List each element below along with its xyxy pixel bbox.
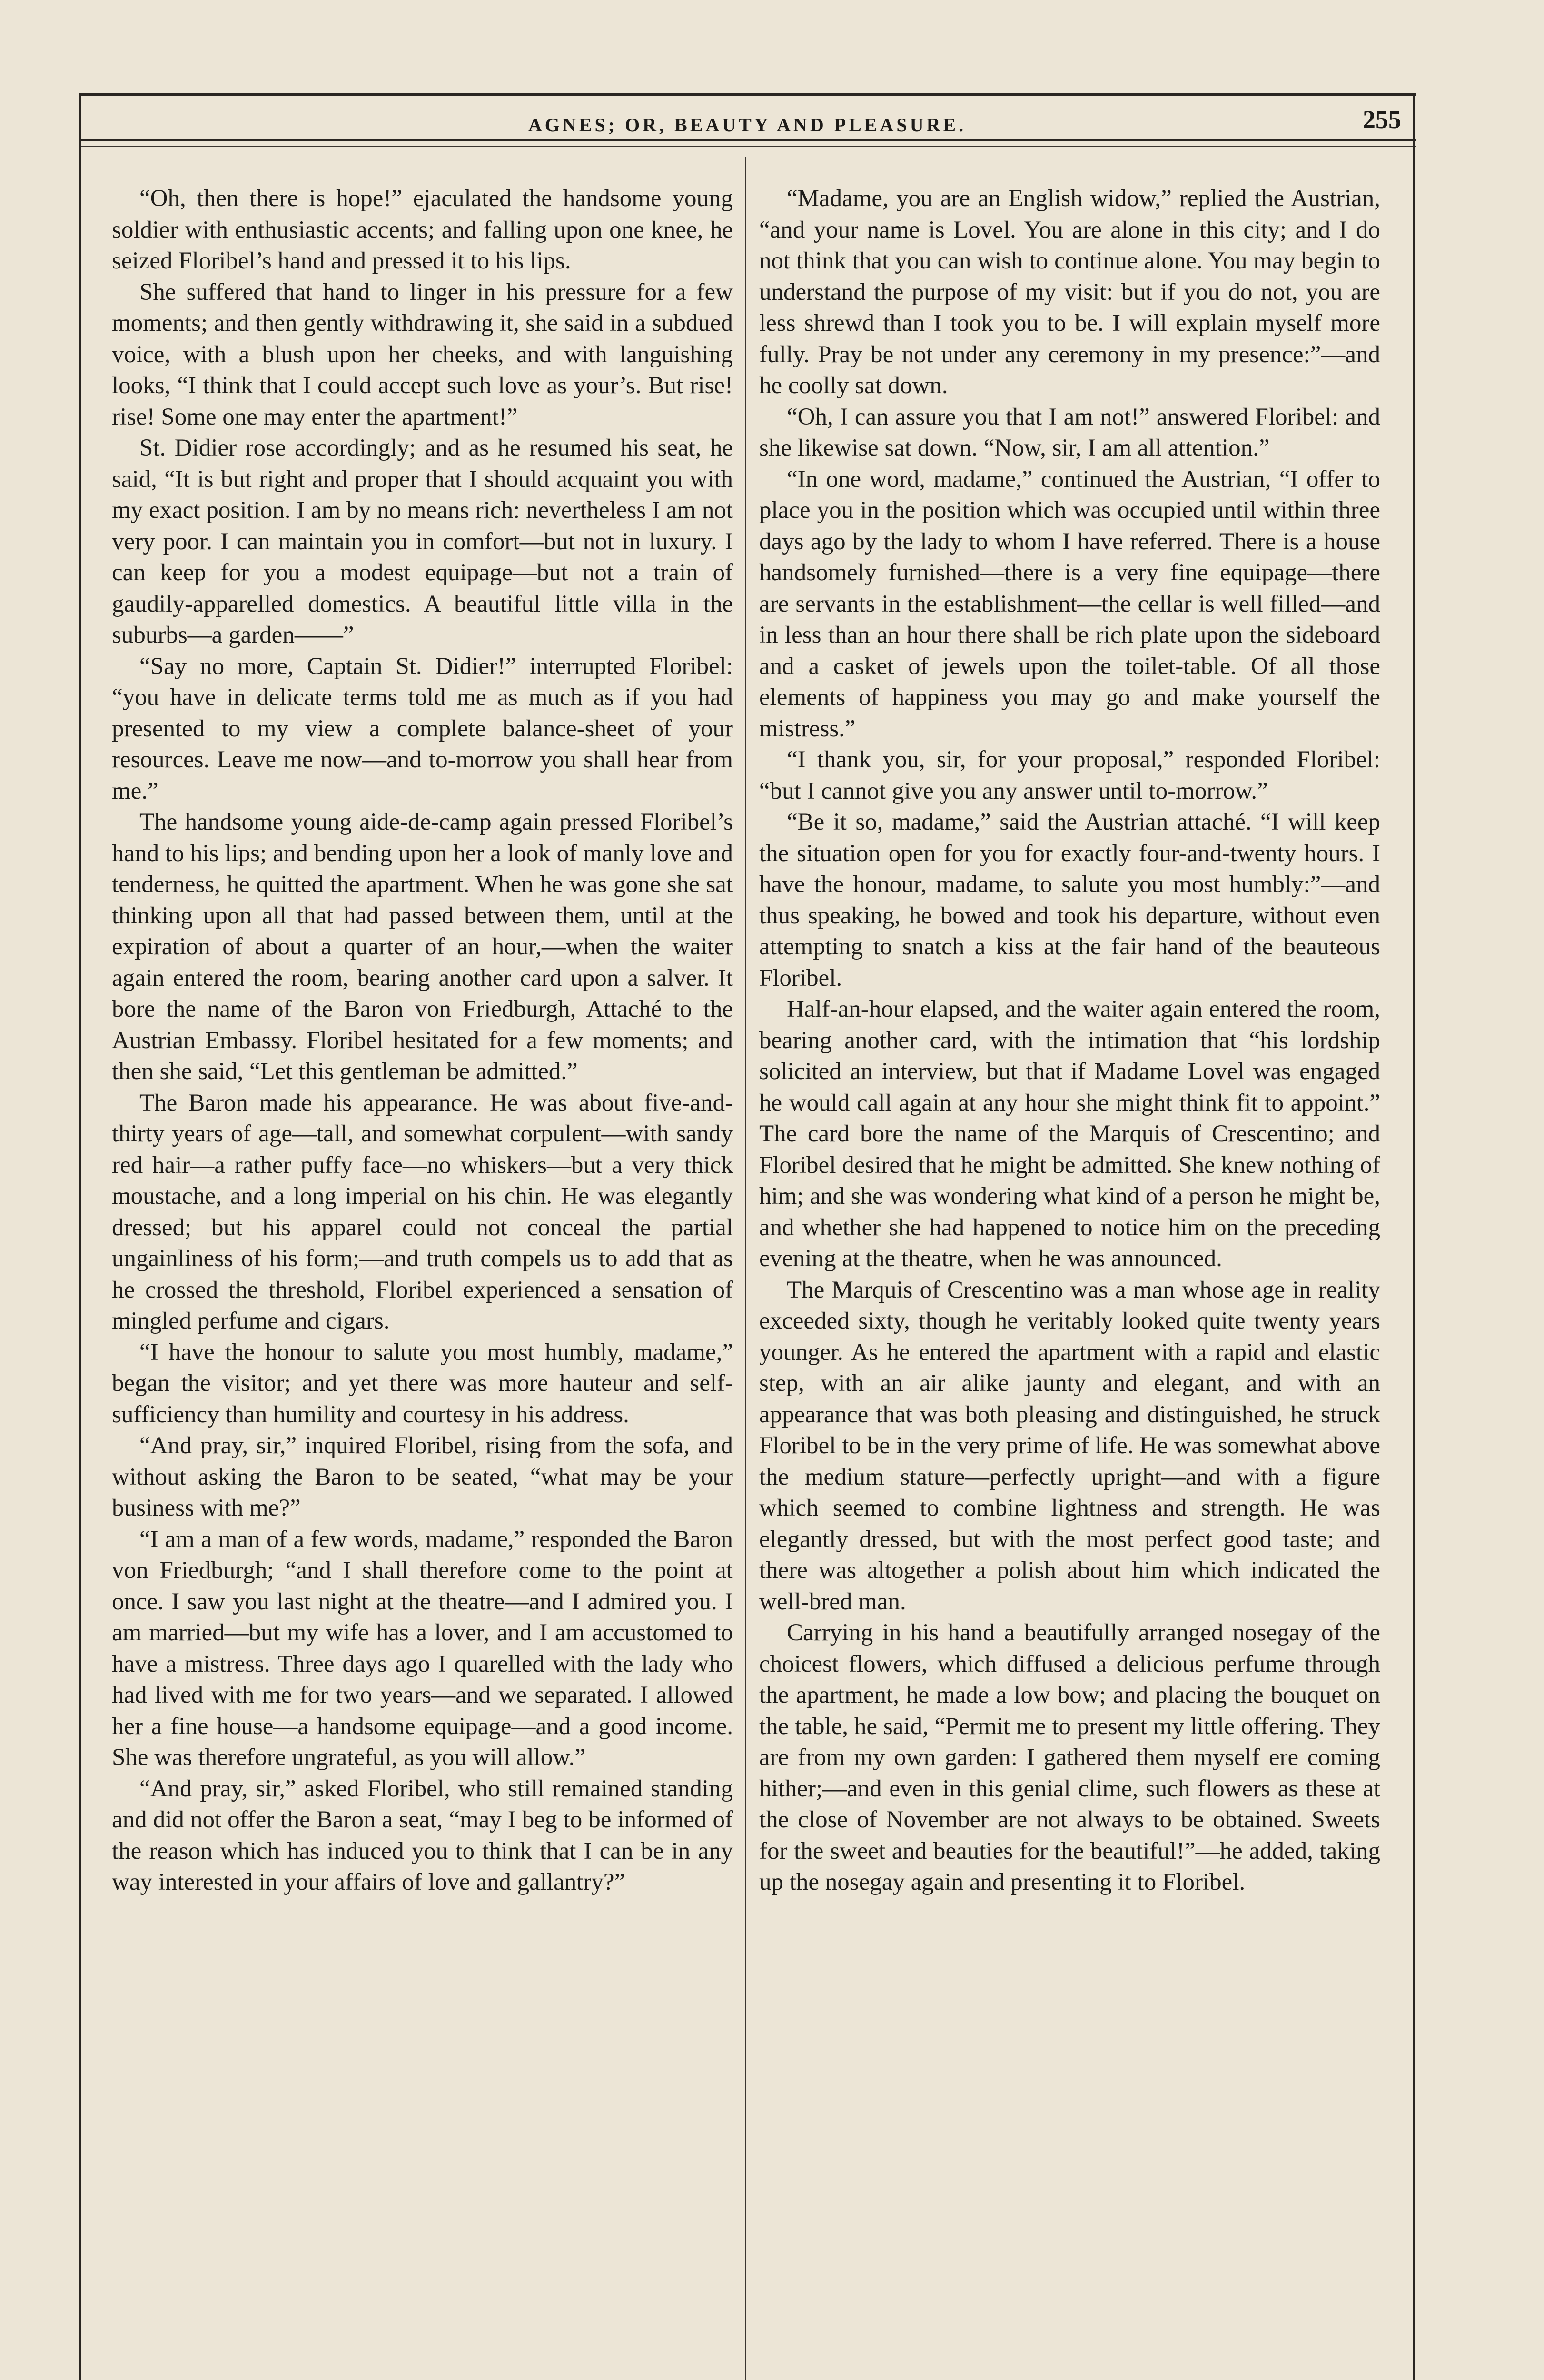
paragraph: The Baron made his appearance. He was about five-and-thirty years of age—tall, and somewhat corpulent—with sandy red hair—a rather puffy face—no whiskers—but a very thick moustache, and a long imperial on his chin. He was elegantly dressed; but his apparel could not conceal the partial ungainliness of his form;—and truth compels us to add that as he crossed the threshold, Floribel experienced a sensation of mingled perfume and cigars. xyxy=(112,1089,733,1334)
paragraph: “And pray, sir,” inquired Floribel, rising from the sofa, and without asking the Baron to be seated, “what may be your business with me?” xyxy=(112,1432,733,1521)
paragraph: “I thank you, sir, for your proposal,” responded Floribel: “but I cannot give you any answer until to-morrow.” xyxy=(759,746,1380,804)
left-column xyxy=(112,183,733,1898)
paragraph: “I have the honour to salute you most humbly, madame,” began the visitor; and yet there was more hauteur and self-sufficiency than humility and courtesy in his address. xyxy=(112,1339,733,1428)
paragraph: The handsome young aide-de-camp again pressed Floribel’s hand to his lips; and bending upon her a look of manly love and tenderness, he quitted the apartment. When he was gone she sat thinking upon all that had passed between them, until at the expiration of about a quarter of an hour,—when the waiter again entered the room, bearing another card upon a salver. It bore the name of the Baron von Friedburgh, Attaché to the Austrian Embassy. Floribel hesitated for a few moments; and then she said, “Let this gentleman be admitted.” xyxy=(112,809,733,1085)
page-number: 255 xyxy=(1363,105,1401,134)
top-rule xyxy=(79,93,1416,96)
header-rule-thin xyxy=(79,146,1416,147)
paragraph: “And pray, sir,” asked Floribel, who still remained standing and did not offer the Baron a seat, “may I beg to be informed of the reason which has induced you to think that I can be in any way interested in your affairs of love and gallantry?” xyxy=(112,1775,733,1895)
header-rule xyxy=(79,139,1416,141)
column-divider xyxy=(745,157,746,2380)
paragraph: “I am a man of a few words, madame,” responded the Baron von Friedburgh; “and I shall therefore come to the point at once. I saw you last night at the theatre—and I admired you. I am married—but my wife has a lover, and I am accustomed to have a mistress. Three days ago I quarelled with the lady who had lived with me for two years—and we separated. I allowed her a fine house—a handsome equipage—and a good income. She was therefore ungrateful, as you will allow.” xyxy=(112,1526,733,1771)
paragraph: “In one word, madame,” continued the Austrian, “I offer to place you in the position which was occupied until within three days ago by the lady to whom I have referred. There is a house handsomely furnished—there is a very fine equipage—there are servants in the establishment—the cellar is well filled—and in less than an hour there shall be rich plate upon the sideboard and a casket of jewels upon the toilet-table. Of all those elements of happiness you may go and make yourself the mistress.” xyxy=(759,466,1380,742)
paragraph: “Madame, you are an English widow,” replied the Austrian, “and your name is Lovel. You are alone in this city; and I do not think that you can wish to continue alone. You may begin to understand the purpose of my visit: but if you do not, you are less shrewd than I took you to be. I will explain myself more fully. Pray be not under any ceremony in my presence:”—and he coolly sat down. xyxy=(759,185,1380,399)
paragraph: “Be it so, madame,” said the Austrian attaché. “I will keep the situation open for you for exactly four-and-twenty hours. I have the honour, madame, to salute you most humbly:”—and thus speaking, he bowed and took his departure, without even attempting to snatch a kiss at the fair hand of the beauteous Floribel. xyxy=(759,809,1380,992)
paragraph: She suffered that hand to linger in his pressure for a few moments; and then gently withdrawing it, she said in a subdued voice, with a blush upon her cheeks, and with languishing looks, “I think that I could accept such love as your’s. But rise! rise! Some one may enter the apartment!” xyxy=(112,278,733,430)
paragraph: The Marquis of Crescentino was a man whose age in reality exceeded sixty, though he veritably looked quite twenty years younger. As he entered the apartment with a rapid and elastic step, with an air alike jaunty and elegant, and with an appearance that was both pleasing and distinguished, he struck Floribel to be in the very prime of life. He was somewhat above the medium stature—perfectly upright—and with a figure which seemed to combine lightness and strength. He was elegantly dressed, but with the most perfect good taste; and there was altogether a polish about him which indicated the well-bred man. xyxy=(759,1276,1380,1615)
paragraph: Carrying in his hand a beautifully arranged nosegay of the choicest flowers, which diffused a delicious perfume through the apartment, he made a low bow; and placing the bouquet on the table, he said, “Permit me to present my little offering. They are from my own garden: I gathered them myself ere coming hither;—and even in this genial clime, such flowers as these at the close of November are not always to be obtained. Sweets for the sweet and beauties for the beautiful!”—he added, taking up the nosegay again and presenting it to Floribel. xyxy=(759,1619,1380,1895)
running-title: AGNES; OR, BEAUTY AND PLEASURE. xyxy=(528,114,967,136)
paragraph: St. Didier rose accordingly; and as he resumed his seat, he said, “It is but right and proper that I should acquaint you with my exact position. I am by no means rich: nevertheless I am not very poor. I can maintain you in comfort—but not in luxury. I can keep for you a modest equipage—but not a train of gaudily-apparelled domestics. A beautiful little villa in the suburbs—a garden——” xyxy=(112,435,733,648)
paragraph: “Oh, I can assure you that I am not!” answered Floribel: and she likewise sat down. “Now, sir, I am all attention.” xyxy=(759,403,1380,461)
frame-right-border xyxy=(1413,93,1415,2380)
paragraph: Half-an-hour elapsed, and the waiter again entered the room, bearing another card, with the intimation that “his lordship solicited an interview, but that if Madame Lovel was engaged he would call again at any hour she might think fit to appoint.” The card bore the name of the Marquis of Crescentino; and Floribel desired that he might be admitted. She knew nothing of him; and she was wondering what kind of a person he might be, and whether she had happened to notice him on the preceding evening at the theatre, when he was announced. xyxy=(759,996,1380,1272)
frame-left-border xyxy=(79,93,81,2380)
paragraph: “Oh, then there is hope!” ejaculated the handsome young soldier with enthusiastic accents; and falling upon one knee, he seized Floribel’s hand and pressed it to his lips. xyxy=(112,185,733,274)
paragraph: “Say no more, Captain St. Didier!” interrupted Floribel: “you have in delicate terms told me as much as if you had presented to my view a complete balance-sheet of your resources. Leave me now—and to-morrow you shall hear from me.” xyxy=(112,653,733,804)
right-column xyxy=(759,183,1380,1898)
